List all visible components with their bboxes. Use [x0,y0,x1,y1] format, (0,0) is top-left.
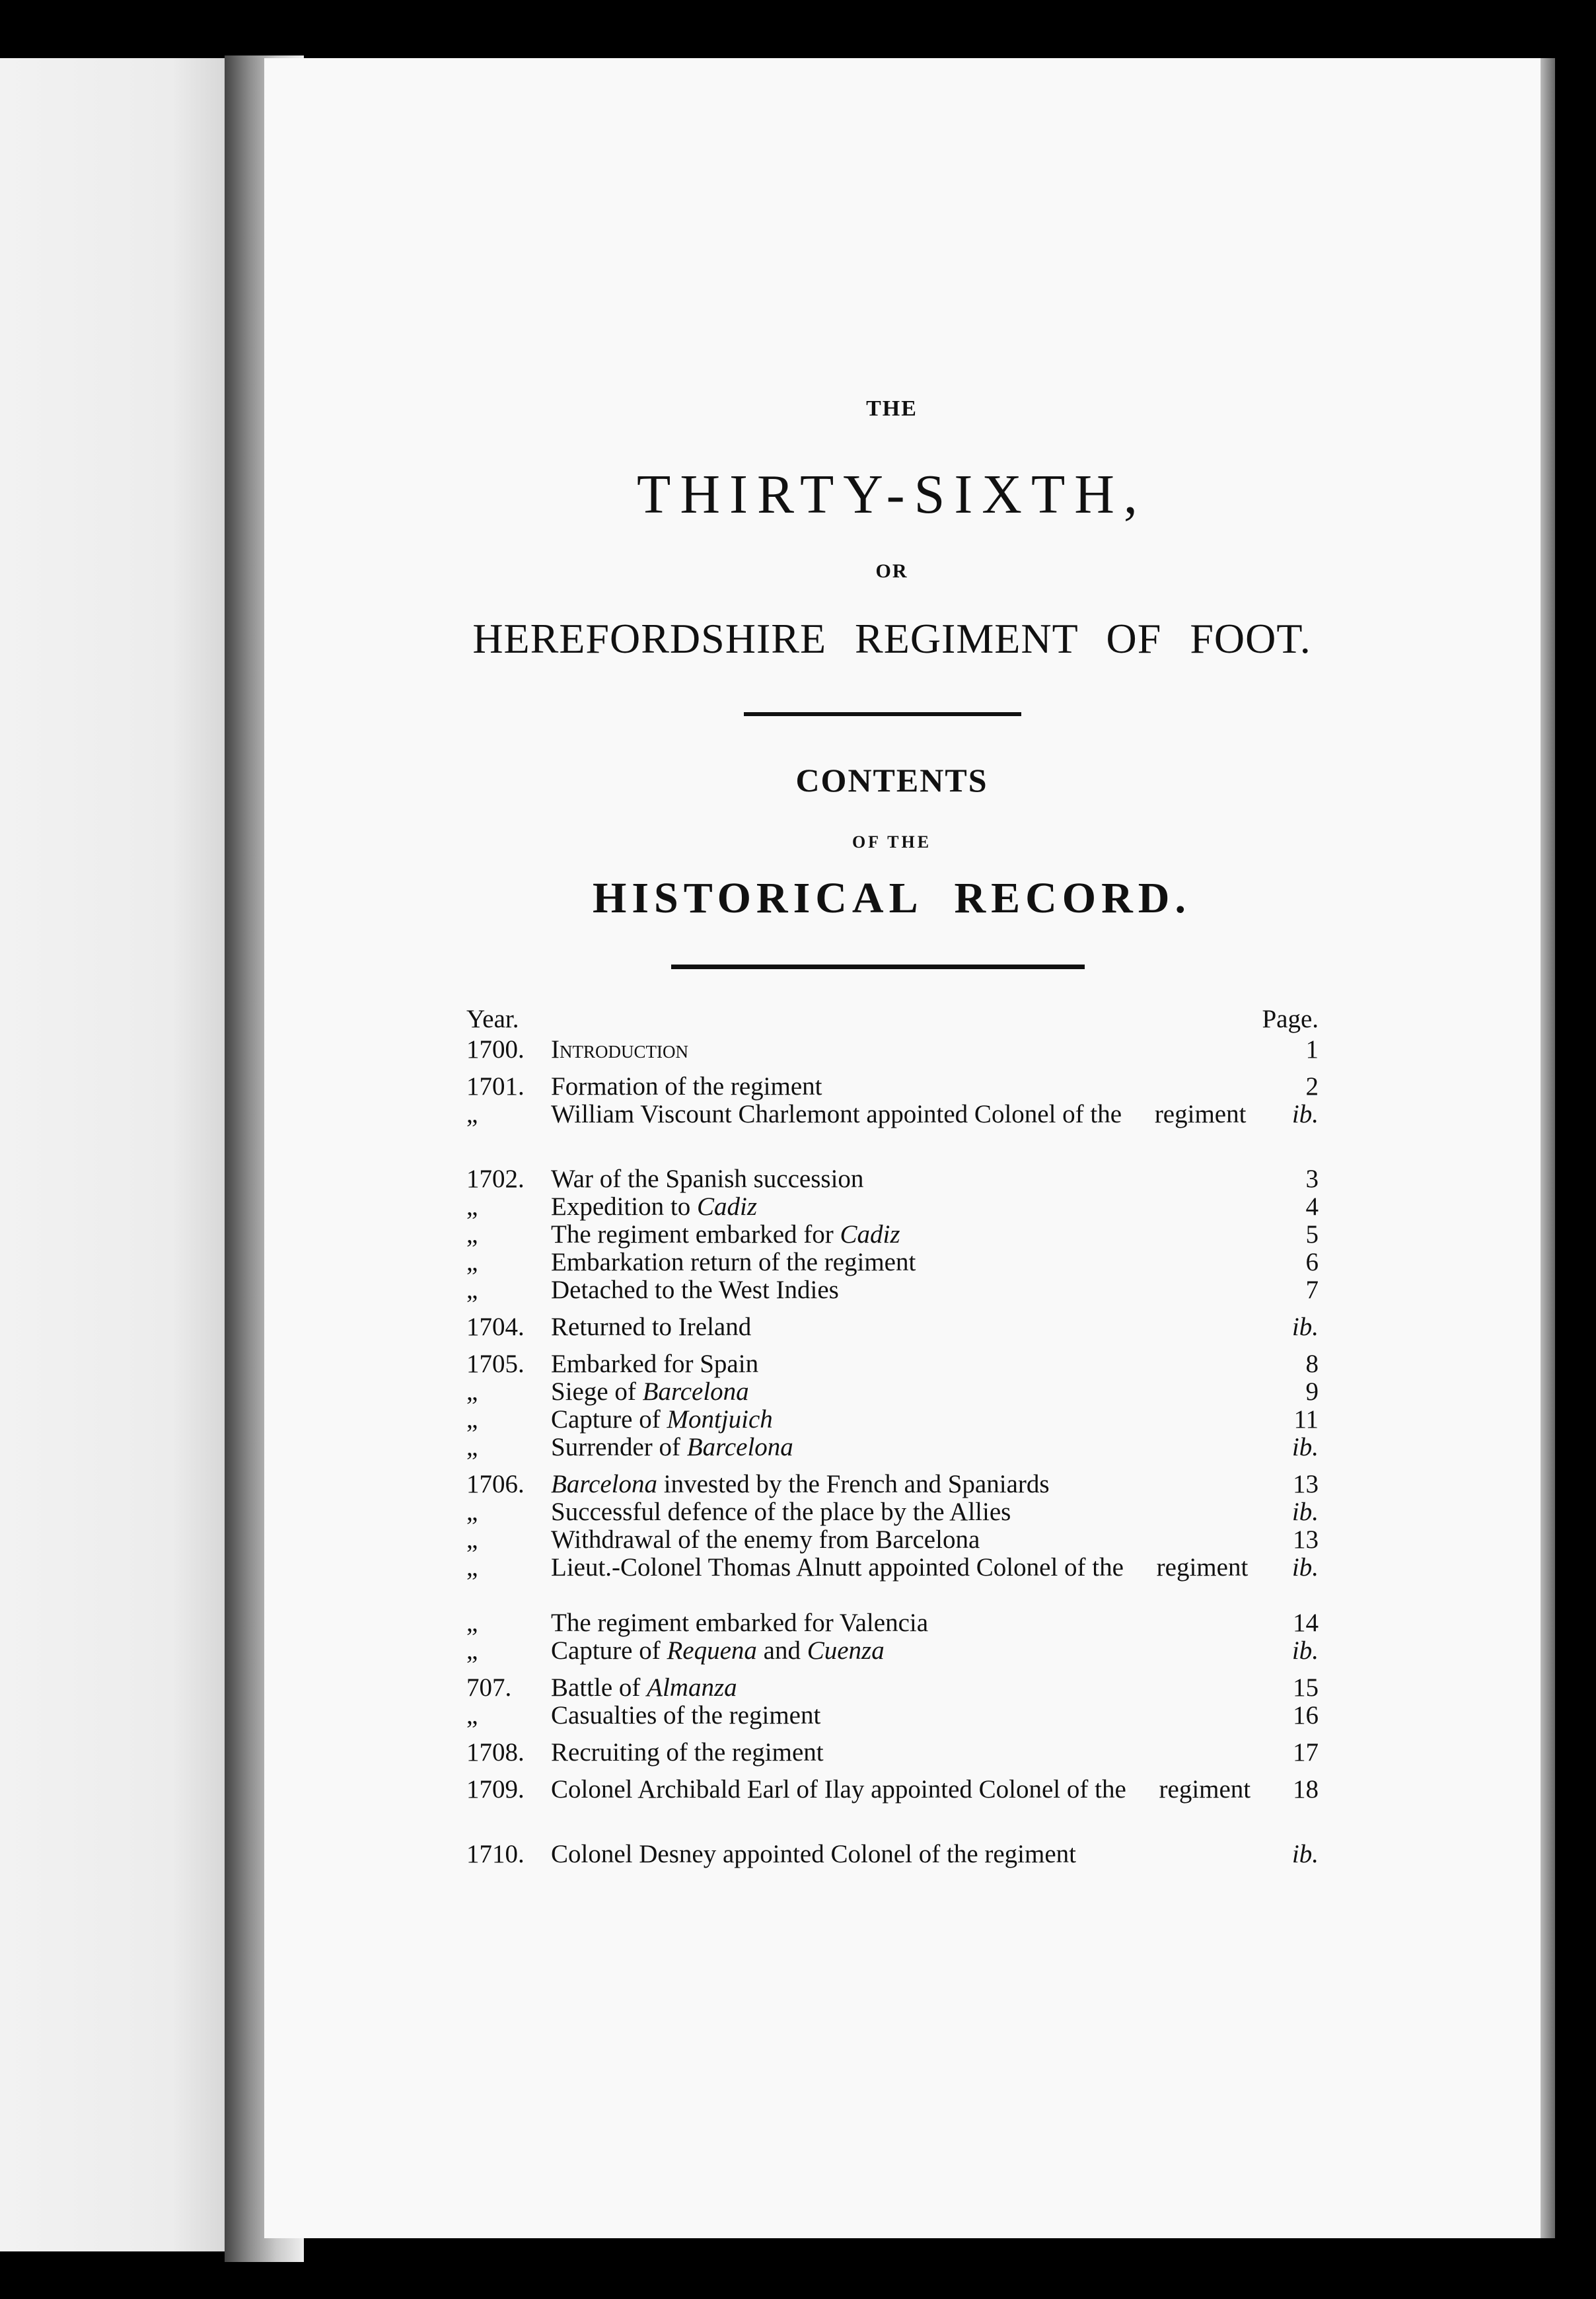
toc-year: 1708. [466,1738,525,1767]
toc-entry [466,1350,1319,1378]
toc-title-part: Expedition to [551,1193,697,1221]
page-subtitle: HEREFORDSHIRE REGIMENT OF FOOT. [472,615,1311,662]
toc-title-part: Recruiting of the regiment [551,1739,824,1767]
toc-title [551,1350,1252,1378]
toc-page-number: ib. [1291,1100,1319,1128]
toc-title-part: Colonel Desney appointed Colonel of the regiment [551,1841,1076,1868]
toc-year: „ [466,1498,478,1526]
toc-title-part: Detached to the West Indies [551,1276,839,1304]
toc-title-part: Casualties of the regiment [551,1702,821,1730]
toc-title-part: Capture of [551,1406,667,1434]
table-of-contents [466,1005,1319,1868]
toc-page-number: 8 [1305,1350,1319,1378]
toc-page-number: 2 [1305,1072,1319,1101]
toc-entry [466,1221,1319,1249]
toc-entry [466,1637,1319,1665]
toc-title [551,1313,1252,1341]
toc-page-number: 13 [1293,1470,1319,1498]
toc-entry [466,1378,1319,1406]
toc-title [551,1101,1252,1128]
toc-title-part: Barcelona [642,1378,749,1406]
toc-page-number: 11 [1293,1405,1319,1434]
toc-entry [466,1193,1319,1221]
toc-page-number: 5 [1305,1220,1319,1249]
toc-title-part: Successful defence of the place by the Allies [551,1498,1011,1526]
toc-entry [466,1498,1319,1526]
toc-year: 1701. [466,1072,525,1101]
toc-year: 1704. [466,1313,525,1341]
toc-page-number: 15 [1293,1673,1319,1702]
toc-title [551,1165,1252,1193]
toc-title-part: War of the Spanish succession [551,1165,864,1193]
toc-entry [466,1739,1319,1767]
toc-title-part: William Viscount Charlemont appointed Colonel of the [551,1101,1122,1128]
toc-title [551,1841,1252,1868]
toc-page-number: 18 [1293,1775,1319,1804]
toc-entry [466,1434,1319,1461]
toc-title-part: Montjuich [667,1406,773,1434]
toc-title [551,1406,1252,1434]
toc-title [551,1249,1252,1276]
toc-title [551,1776,1252,1804]
toc-title [551,1221,1252,1249]
toc-title [551,1526,1252,1554]
toc-title-part: Almanza [647,1674,737,1702]
toc-entry [466,1841,1319,1868]
toc-year: „ [466,1100,478,1128]
toc-page-number: 13 [1293,1525,1319,1554]
toc-year: 1709. [466,1775,525,1804]
toc-entry [466,1776,1319,1831]
toc-page-number: 3 [1305,1165,1319,1193]
toc-year: „ [466,1248,478,1276]
toc-page-number: 6 [1305,1248,1319,1276]
toc-year: 1700. [466,1035,525,1064]
toc-title-part: Embarked for Spain [551,1350,759,1378]
toc-entry [466,1276,1319,1304]
toc-entry [466,1702,1319,1730]
toc-entry [466,1471,1319,1498]
divider-rule [744,712,1021,716]
toc-title-part: Returned to Ireland [551,1313,752,1341]
page-column-label: Page. [1262,1005,1319,1033]
divider-rule-2 [671,965,1085,969]
toc-year: „ [466,1192,478,1221]
toc-entry [466,1101,1319,1156]
toc-title [551,1471,1252,1498]
toc-year: „ [466,1701,478,1730]
toc-title-part: Withdrawal of the enemy from Barcelona [551,1526,980,1554]
toc-title [551,1193,1252,1221]
year-column-label: Year. [466,1005,519,1033]
toc-entry [466,1313,1319,1341]
toc-title [551,1702,1252,1730]
toc-page-number: 9 [1305,1377,1319,1406]
toc-title [551,1554,1252,1582]
toc-title-continuation: regiment [1154,1101,1247,1128]
toc-title-part: Cadiz [696,1193,758,1221]
toc-page-number: 4 [1305,1192,1319,1221]
toc-page-number: ib. [1291,1433,1319,1461]
toc-entry [466,1165,1319,1193]
toc-page-number: ib. [1291,1498,1319,1526]
toc-title-part: Colonel Archibald Earl of Ilay appointed Colonel of the [551,1776,1126,1804]
page-edge [1541,58,1555,2238]
toc-year: „ [466,1609,478,1637]
toc-page-number: ib. [1291,1840,1319,1868]
toc-title [551,1434,1252,1461]
toc-title-part: and [756,1637,807,1665]
toc-page-number: ib. [1291,1313,1319,1341]
toc-title-part: Barcelona [551,1471,658,1498]
toc-title-part: The regiment embarked for Valencia [551,1609,929,1637]
toc-title-part: Capture of [551,1637,667,1665]
toc-page-number: 17 [1293,1738,1319,1767]
toc-entry [466,1554,1319,1609]
toc-header [466,1005,1319,1036]
toc-year: „ [466,1377,478,1406]
toc-title-part: Formation of the regiment [551,1073,822,1101]
toc-title [551,1276,1252,1304]
toc-title [551,1498,1252,1526]
toc-rows [466,1036,1319,1868]
toc-entry [466,1526,1319,1554]
toc-title-continuation: regiment [1159,1776,1251,1804]
facing-page [0,58,246,2251]
toc-title [551,1036,1252,1064]
toc-year: 1702. [466,1165,525,1193]
toc-title-part: The regiment embarked for [551,1221,840,1249]
toc-year: 1706. [466,1470,525,1498]
title-or: OR [875,560,908,582]
toc-year: 707. [466,1673,512,1702]
page-title: THIRTY-SIXTH, [637,464,1147,525]
toc-page-number: 16 [1293,1701,1319,1730]
toc-page-number: ib. [1291,1636,1319,1665]
toc-entry [466,1609,1319,1637]
toc-page-number: 14 [1293,1609,1319,1637]
toc-entry [466,1036,1319,1064]
toc-title [551,1073,1252,1101]
toc-year: „ [466,1525,478,1554]
toc-title-part: Requena [667,1637,757,1665]
toc-page-number: ib. [1291,1553,1319,1582]
toc-page-number: 7 [1305,1276,1319,1304]
toc-year: „ [466,1636,478,1665]
toc-year: „ [466,1405,478,1434]
toc-page-number: 1 [1305,1035,1319,1064]
contents-heading: CONTENTS [795,762,988,799]
toc-title-continuation: regiment [1156,1554,1249,1582]
toc-year: „ [466,1553,478,1582]
toc-title-part: Surrender of [551,1434,687,1461]
toc-entry [466,1249,1319,1276]
toc-title [551,1739,1252,1767]
record-heading: HISTORICAL RECORD. [593,874,1191,922]
contents-of-the: OF THE [852,832,932,852]
toc-title-part: Barcelona [686,1434,793,1461]
toc-title-part: Cuenza [807,1637,885,1665]
toc-title-part: Siege of [551,1378,643,1406]
toc-title-part: Lieut.-Colonel Thomas Alnutt appointed Colonel of the [551,1554,1124,1582]
toc-year: „ [466,1220,478,1249]
toc-title [551,1637,1252,1665]
toc-title [551,1378,1252,1406]
toc-title-part: invested by the French and Spaniards [657,1471,1050,1498]
toc-year: 1710. [466,1840,525,1868]
toc-entry [466,1406,1319,1434]
toc-title-part: Introduction [551,1036,688,1064]
toc-entry [466,1073,1319,1101]
toc-year: „ [466,1276,478,1304]
toc-title-part: Embarkation return of the regiment [551,1249,916,1276]
toc-title [551,1609,1252,1637]
title-the: THE [866,396,918,421]
toc-title-part: Cadiz [840,1221,900,1249]
toc-entry [466,1674,1319,1702]
toc-title-part: Battle of [551,1674,647,1702]
toc-year: 1705. [466,1350,525,1378]
toc-year: „ [466,1433,478,1461]
toc-title [551,1674,1252,1702]
